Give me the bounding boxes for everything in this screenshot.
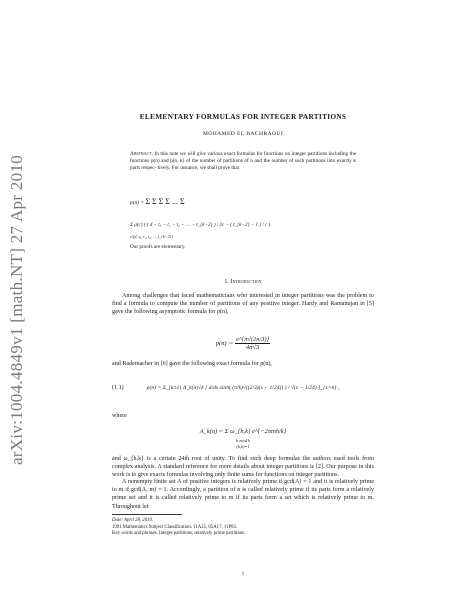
ak-subscript-2 [112, 444, 374, 449]
paper-author: MOHAMED EL BACHRAOUI [202, 131, 284, 137]
asym-denominator: 4n√3 [246, 344, 260, 351]
abstract-label: Abstract. [130, 151, 154, 157]
intro-paragraph-1 [112, 292, 374, 317]
footnote-msc: 1991 Mathematics Subject Classification. 11A25, 05A17, 11P83. [112, 524, 238, 530]
section-heading: 1. Introduction [224, 278, 262, 285]
ak-sub-1: h mod k [236, 438, 250, 443]
para2-text: and Rademacher in [6] gave the following exact formula for p(n), [112, 361, 272, 367]
para1-line-2: was the problem to find a formula to compute the number of partitions of any [112, 293, 374, 308]
equation-number: (1.1) [112, 385, 124, 391]
intro-paragraph-4 [112, 478, 374, 511]
para1-line-4: for p(n), [208, 309, 229, 316]
abstract-formula-subscript [130, 234, 356, 239]
para3-line-1: and ω_{h,k} is a certain 24th root of unity. To find such deep formulas the authors used [112, 456, 345, 462]
abstract-line-4: tively. For instance, we shall prove that [157, 165, 240, 172]
intro-paragraph-2 [112, 360, 374, 368]
abstract-formula-body: Σ μ(c) ( ( d − t₀ − t₁ − t₂ − … − t_{k−2} ) / 2c − ( t_{k−2} − 1 ) / c ). [130, 222, 272, 228]
where-text: where [112, 413, 127, 419]
para3-line-4: finite sums for functions on integer partitions. [227, 472, 339, 479]
footnote-rule [112, 514, 182, 515]
abstract-formula-lhs: p(n) = [130, 200, 146, 206]
arxiv-id-text: arXiv:1004.4849v1 [math.NT] 27 Apr 2010 [7, 154, 26, 466]
asymptotic-formula [112, 336, 374, 351]
ak-lhs: A_k(n) = [199, 428, 224, 435]
where-label [112, 412, 374, 420]
abstract-formula-line-2 [130, 222, 356, 228]
footnotes [112, 514, 374, 538]
abstract-formula-sums: Σ Σ Σ Σ ... Σ [145, 197, 185, 206]
ak-body: Σ ω_{h,k} e^{−2πinh/k} [224, 428, 287, 435]
para3-line-3: partitions is [2]. Our purpose in this work is to give exacts formulas involving only [112, 464, 374, 479]
abstract-line-2: integer partitions including the functions p(n) and p(n, k) of the number of [130, 151, 356, 165]
arxiv-identifier-sidebar [6, 60, 28, 560]
abstract [130, 151, 356, 173]
paper-title: ELEMENTARY FORMULAS FOR INTEGER PARTITIONS [139, 112, 347, 121]
para4-line-2: it is relatively prime to m if gcd(A, m) = 1. Accordingly, a partition of n is called [112, 479, 374, 494]
rademacher-lhs: p(n) = [146, 385, 162, 391]
ak-subscript [112, 438, 374, 443]
para3-line-2: tools from complex analysis. A standard reference for more details about integer [112, 456, 374, 471]
page-number: 1 [241, 571, 245, 577]
rademacher-body: Σ_{k≥1} A_k(n)√k [ d/dx sinh( (π/k)√((2/3)(x − 1/24)) ) / √(x − 1/24) ]_{x=n} , [162, 385, 340, 391]
para1-line-1: Among challenges that faced mathematicians who interested in integer partitions [122, 293, 324, 299]
abstract-line-3: partitions of n and the number of such partitions into exactly k parts respec- [130, 158, 357, 172]
intro-paragraph-3 [112, 455, 374, 480]
para4-line-3: relatively prime if its parts form a relatively prime set and it is called relatively [112, 487, 375, 502]
footnote-keywords: Key words and phrases. Integer partitions, relatively prime partitions. [112, 531, 246, 537]
asym-fraction [235, 336, 270, 351]
para1-line-3: positive integer. Hardy and Ramanujan in [5] gave the following asymptotic formula [112, 301, 375, 316]
abstract-formula-sub: c|(d, t₀, t₁, t₂, ..., t_{k−2}) [130, 234, 173, 239]
para4-line-4: prime to m if its parts form a set which is relatively prime to m. Throughout let [112, 495, 374, 510]
asym-lhs: p(n) ∼ [215, 339, 234, 347]
para4-line-1: A nonempty finite set A of positive integers is relatively prime if gcd(A) = 1 and [122, 479, 323, 485]
abstract-line-1: In this note we will give various exact formulas for functions on [154, 151, 291, 157]
ak-formula [112, 428, 374, 435]
ak-sub-2: (h,k)=1 [236, 444, 250, 449]
asym-numerator: e^{π√(2n/3)} [236, 336, 270, 343]
abstract-closing [130, 244, 356, 250]
abstract-closing-text: Our proofs are elementary. [130, 244, 186, 250]
rademacher-formula [112, 385, 374, 391]
footnote-date: Date: April 28, 2010. [112, 518, 154, 523]
abstract-formula-line-1 [130, 197, 356, 206]
